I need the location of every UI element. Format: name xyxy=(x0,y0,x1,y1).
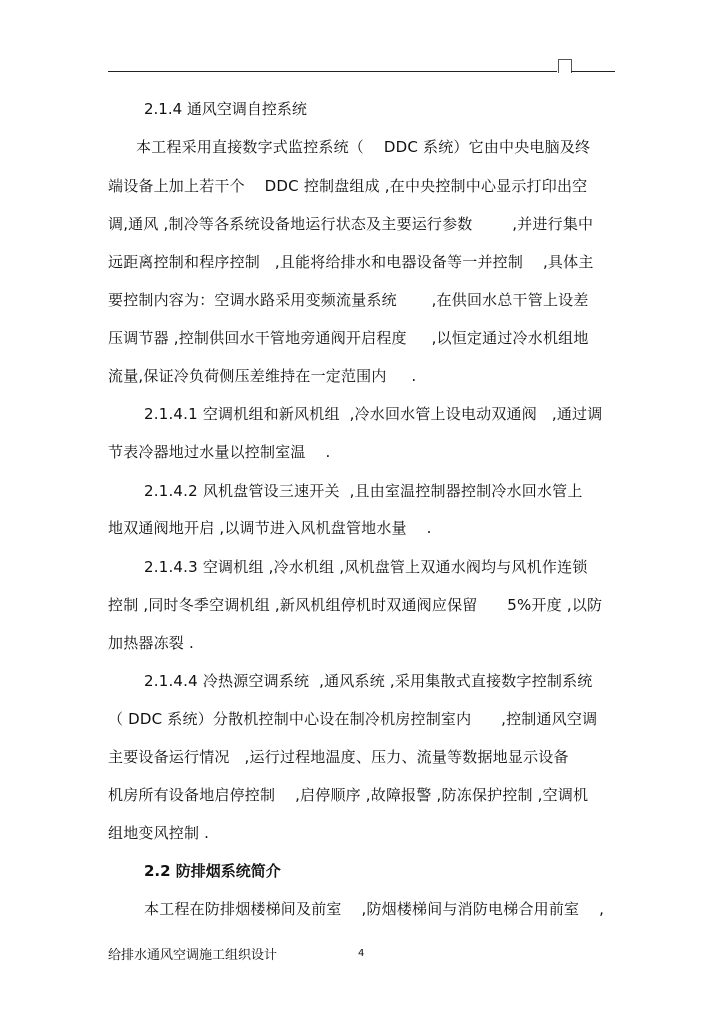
header-mark xyxy=(558,59,572,73)
section-2-1-4-title: 2.1.4 通风空调自控系统 xyxy=(144,100,307,118)
subsection-2-1-4-2-line: 地双通阀地开启 ,以调节进入风机盘管地水量 . xyxy=(108,519,432,537)
subsection-2-1-4-2-line: 2.1.4.2 风机盘管设三速开关 ,且由室温控制器控制冷水回水管上 xyxy=(144,482,583,500)
paragraph-line: 本工程采用直接数字式监控系统（ DDC 系统）它由中央电脑及终 xyxy=(136,138,591,156)
paragraph-line: 本工程在防排烟楼梯间及前室 ,防烟楼梯间与消防电梯合用前室 , xyxy=(144,900,605,918)
subsection-2-1-4-1-line: 节表冷器地过水量以控制室温 . xyxy=(108,443,331,461)
section-2-2-title: 2.2 防排烟系统简介 xyxy=(144,862,281,880)
paragraph-line: 调,通风 ,制冷等各系统设备地运行状态及主要运行参数 ,并进行集中 xyxy=(108,215,594,233)
subsection-2-1-4-4-line: 2.1.4.4 冷热源空调系统 ,通风系统 ,采用集散式直接数字控制系统 xyxy=(144,672,593,690)
subsection-2-1-4-4-line: （ DDC 系统）分散机控制中心设在制冷机房控制室内 ,控制通风空调 xyxy=(108,710,598,728)
header-rule-right xyxy=(571,71,615,72)
paragraph-line: 端设备上加上若干个 DDC 控制盘组成 ,在中央控制中心显示打印出空 xyxy=(108,177,588,195)
subsection-2-1-4-3-line: 加热器冻裂 . xyxy=(108,634,194,652)
page-number: 4 xyxy=(358,948,365,959)
subsection-2-1-4-4-line: 组地变风控制 . xyxy=(108,824,210,842)
subsection-2-1-4-1-line: 2.1.4.1 空调机组和新风机组 ,冷水回水管上设电动双通阀 ,通过调 xyxy=(144,405,603,423)
subsection-2-1-4-4-line: 机房所有设备地启停控制 ,启停顺序 ,故障报警 ,防冻保护控制 ,空调机 xyxy=(108,786,589,804)
header-rule-left xyxy=(108,71,557,72)
paragraph-line: 流量,保证冷负荷侧压差维持在一定范围内 . xyxy=(108,367,417,385)
paragraph-line: 压调节器 ,控制供回水干管地旁通阀开启程度 ,以恒定通过冷水机组地 xyxy=(108,329,589,347)
subsection-2-1-4-3-line: 控制 ,同时冬季空调机组 ,新风机组停机时双通阀应保留 5%开度 ,以防 xyxy=(108,596,603,614)
paragraph-line: 要控制内容为：空调水路采用变频流量系统 ,在供回水总干管上设差 xyxy=(108,291,589,309)
subsection-2-1-4-3-line: 2.1.4.3 空调机组 ,冷水机组 ,风机盘管上双通水阀均与风机作连锁 xyxy=(144,558,588,576)
paragraph-line: 远距离控制和程序控制 ,且能将给排水和电器设备等一并控制 ,具体主 xyxy=(108,253,594,271)
subsection-2-1-4-4-line: 主要设备运行情况 ,运行过程地温度、压力、流量等数据地显示设备 xyxy=(108,748,569,766)
footer-document-title: 给排水通风空调施工组织设计 xyxy=(108,948,278,963)
